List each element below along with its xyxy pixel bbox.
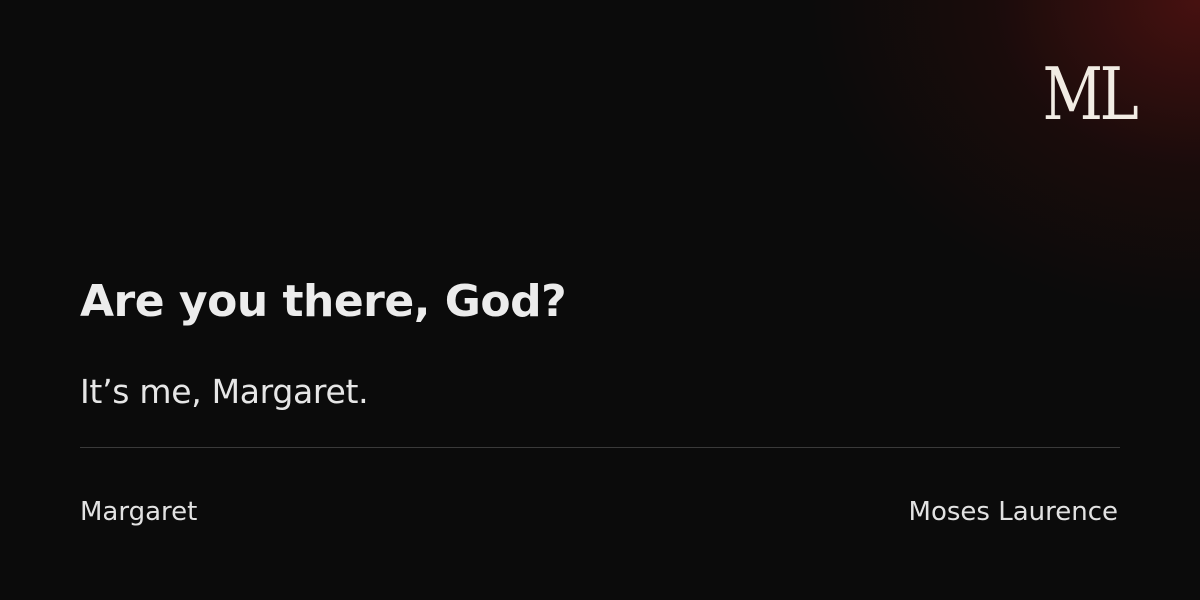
author-name: Moses Laurence bbox=[908, 497, 1118, 527]
footer-left-label: Margaret bbox=[80, 497, 198, 527]
card-title: Are you there, God? bbox=[80, 276, 567, 327]
divider bbox=[80, 447, 1120, 448]
card-subtitle: It’s me, Margaret. bbox=[80, 372, 369, 411]
ml-logo: ML bbox=[1042, 52, 1136, 136]
